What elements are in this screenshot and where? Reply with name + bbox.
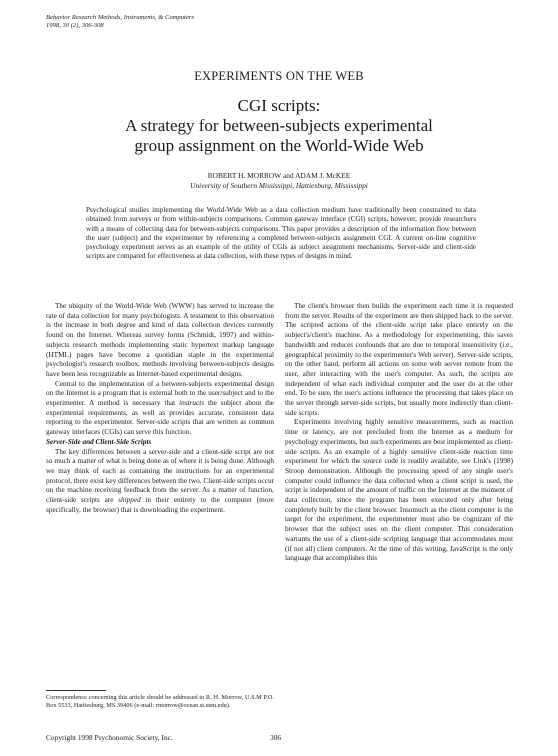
copyright-notice: Copyright 1998 Psychonomic Society, Inc. — [46, 733, 173, 742]
footnote-divider — [46, 690, 106, 691]
right-column — [285, 302, 513, 564]
author-affiliation: University of Southern Mississippi, Hattiesburg, Mississippi — [190, 180, 368, 190]
body-paragraph: Experiments involving highly sensitive measurements, such as reaction time or latency, are not precluded from the Internet as a medium for psychology experiments, but such experiments are best implemented as client-side scripts. As an example of a highly sensitive client-side reaction time experiment for which the source code is readily available, see Link's (1998) Stroop demonstration. Although the processing speed of any single user's computer could influence the data collected when a client script is used, the script is independent of the amount of traffic on the Internet at the moment of data collection, since the program has been executed only after being completely built by the client browser. Insomuch as the client computer is the target for the experiment, the experimenter must also be cognizant of the browser that the subject uses on the client computer. This consideration warrants the use of a client-side scripting language that accommodates most (if not all) client computers. At the time of this writing, JavaScript is the only language that accomplishes this — [285, 418, 513, 563]
title-line-2: A strategy for between-subjects experimental — [125, 116, 433, 135]
correspondence-footnote: Correspondence concerning this article should be addressed to R. H. Morrow, U.S.M P.O. Box 5533, Hattiesburg, MS 39406 (e-mail: rmorrow@ocean.st.usm.edu). — [46, 694, 274, 709]
body-paragraph: The ubiquity of the World-Wide Web (WWW) has served to increase the rate of data collection for many psychologists. A testament to this observation is the increase in both degree and kind of data collection devices currently found on the Internet. Whereas survey forms (Schmidt, 1997) and within-subjects research methods implementing static hypertext markup language (HTML) pages have become a quotidian staple in the experimental psychologist's research toolbox, methods involving between-subjects designs have been less recognizable as Internet-based experimental designs. — [46, 302, 274, 378]
author-block — [0, 171, 558, 190]
author-names: ROBERT H. MORROW and ADAM J. McKEE — [207, 171, 351, 180]
left-column — [46, 302, 274, 515]
body-paragraph: Central to the implementation of a between-subjects experimental design on the Internet is a program that is external both to the user/subject and to the experimenter. A method is necessary that instructs the subject about the experimental requirements, as well as provides accurate, consistent data reporting to the experimenter. Server-side scripts that are written as common gateway interfaces (CGIs) can serve this function. — [46, 379, 274, 437]
section-subheading: Server-Side and Client-Side Scripts — [46, 437, 152, 446]
section-heading: EXPERIMENTS ON THE WEB — [194, 69, 364, 83]
journal-citation — [46, 14, 194, 31]
abstract: Psychological studies implementing the World-Wide Web as a data collection medium have traditionally been constrained to data obtained from surveys or from within-subjects comparisons. Common gateway interface (CGI) scripts, however, provide researchers with a means of collecting data for between-subjects comparisons. This paper provides a description of the information flow between the user (subject) and the experimenter by referencing a completed between-subjects assignment CGI. A current on-line cognitive psychology experiment serves as an example of the utility of CGIs as subject assignment mechanisms. Server-side and client-side scripts are compared for effectiveness at data collection, with these types of designs in mind. — [86, 206, 476, 261]
body-paragraph: The client's browser then builds the experiment each time it is requested from the server. Results of the experiment are then shipped back to the server. The scripted actions of the client-side script take place entirely on the subject's/client's machine. As a methodology for experimenting, this saves bandwidth and reduces confounds that are due to temporal insensitivity (i.e., geographical proximity to the experimenter's Web server). Server-side scripts, on the other hand, perform all actions on some web server remote from the user, after interacting with the user's computer. As such, the scripts are independent of what each individual computer and the user do at the other end. To be sure, the user's actions influence the processing that takes place on the server through server-side scripts, but usually more indirectly than client-side scripts. — [285, 302, 513, 417]
title-line-3: group assignment on the World-Wide Web — [134, 136, 424, 155]
journal-volume: 1998, 30 (2), 306-308 — [46, 22, 104, 30]
body-paragraph: The key differences between a server-side and a client-side script are not so much a matter of what is being done as of where it is being done. Although we may think of each as containing the instructions for an experimental protocol, there exist key differences between the two. Client-side scripts occur on the machine receiving feedback from the server. As a matter of function, client-side scripts are shipped in their entirety to the computer (more specifically, the browser) that is downloading the experiment. — [46, 447, 274, 514]
page-number: 306 — [270, 733, 282, 742]
title-line-1: CGI scripts: — [237, 96, 321, 115]
paper-title — [40, 96, 518, 156]
journal-name: Behavior Research Methods, Instruments, & Computers — [46, 14, 194, 21]
